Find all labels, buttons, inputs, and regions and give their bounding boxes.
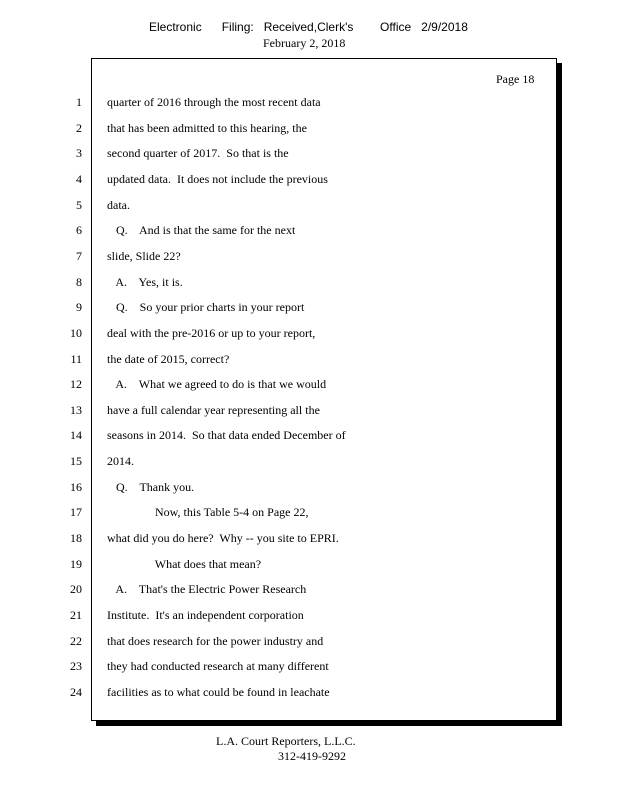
- transcript-line: second quarter of 2017. So that is the: [107, 146, 289, 161]
- line-number: 8: [76, 274, 82, 289]
- transcript-line: A. That's the Electric Power Research: [107, 582, 307, 597]
- transcript-line: facilities as to what could be found in leachate: [107, 684, 330, 699]
- line-number: 14: [70, 428, 82, 443]
- line-number: 20: [70, 582, 82, 597]
- line-number: 5: [76, 197, 82, 212]
- footer-phone: 312-419-9292: [278, 749, 346, 763]
- transcript-line: have a full calendar year representing all the: [107, 402, 320, 417]
- transcript-line: Institute. It's an independent corporation: [107, 608, 304, 622]
- transcript-line: seasons in 2014. So that data ended December of: [107, 428, 346, 443]
- line-number: 7: [76, 248, 82, 263]
- line-number: 22: [70, 633, 82, 648]
- transcript-line: deal with the pre-2016 or up to your report,: [107, 325, 316, 340]
- line-number: 23: [70, 659, 82, 674]
- transcript-line: What does that mean?: [107, 556, 262, 571]
- line-number: 16: [70, 479, 82, 494]
- line-number: 11: [70, 351, 82, 366]
- line-number: 3: [76, 146, 82, 161]
- transcript-line: quarter of 2016 through the most recent data: [107, 95, 321, 109]
- filing-stamp: Electronic Filing: Received,Clerk's Office 2/9/2018: [149, 20, 468, 34]
- line-number: 17: [70, 505, 82, 520]
- line-number: 6: [76, 223, 82, 238]
- line-number: 21: [70, 608, 82, 622]
- transcript-line: A. What we agreed to do is that we would: [107, 377, 327, 392]
- transcript-line: that has been admitted to this hearing, the: [107, 120, 307, 135]
- transcript-line: Q. And is that the same for the next: [107, 223, 296, 238]
- transcript-line: that does research for the power industry and: [107, 633, 324, 648]
- line-number: 9: [76, 300, 82, 315]
- transcript-line: Q. So your prior charts in your report: [107, 300, 305, 315]
- page-number: Page 18: [496, 72, 535, 86]
- line-number: 19: [70, 556, 82, 571]
- line-number: 18: [70, 531, 82, 546]
- line-number: 10: [70, 325, 82, 340]
- transcript-line: they had conducted research at many different: [107, 659, 329, 674]
- line-number: 12: [70, 377, 82, 392]
- transcript-line: Q. Thank you.: [107, 479, 195, 494]
- transcript-line: the date of 2015, correct?: [107, 351, 230, 366]
- line-number: 1: [76, 95, 82, 109]
- transcript-line: what did you do here? Why -- you site to EPRI.: [107, 531, 339, 546]
- line-number: 13: [70, 402, 82, 417]
- line-number: 2: [76, 120, 82, 135]
- line-number: 15: [70, 454, 82, 469]
- transcript-line: A. Yes, it is.: [107, 274, 183, 289]
- transcript-line: Now, this Table 5-4 on Page 22,: [107, 505, 309, 520]
- footer-company: L.A. Court Reporters, L.L.C.: [216, 734, 356, 748]
- line-number: 4: [76, 171, 82, 186]
- transcript-line: slide, Slide 22?: [107, 248, 181, 263]
- transcript-line: updated data. It does not include the previous: [107, 171, 328, 186]
- transcript-line: 2014.: [107, 454, 134, 469]
- line-number: 24: [70, 684, 82, 699]
- transcript-line: data.: [107, 197, 130, 212]
- filing-date: February 2, 2018: [263, 36, 346, 50]
